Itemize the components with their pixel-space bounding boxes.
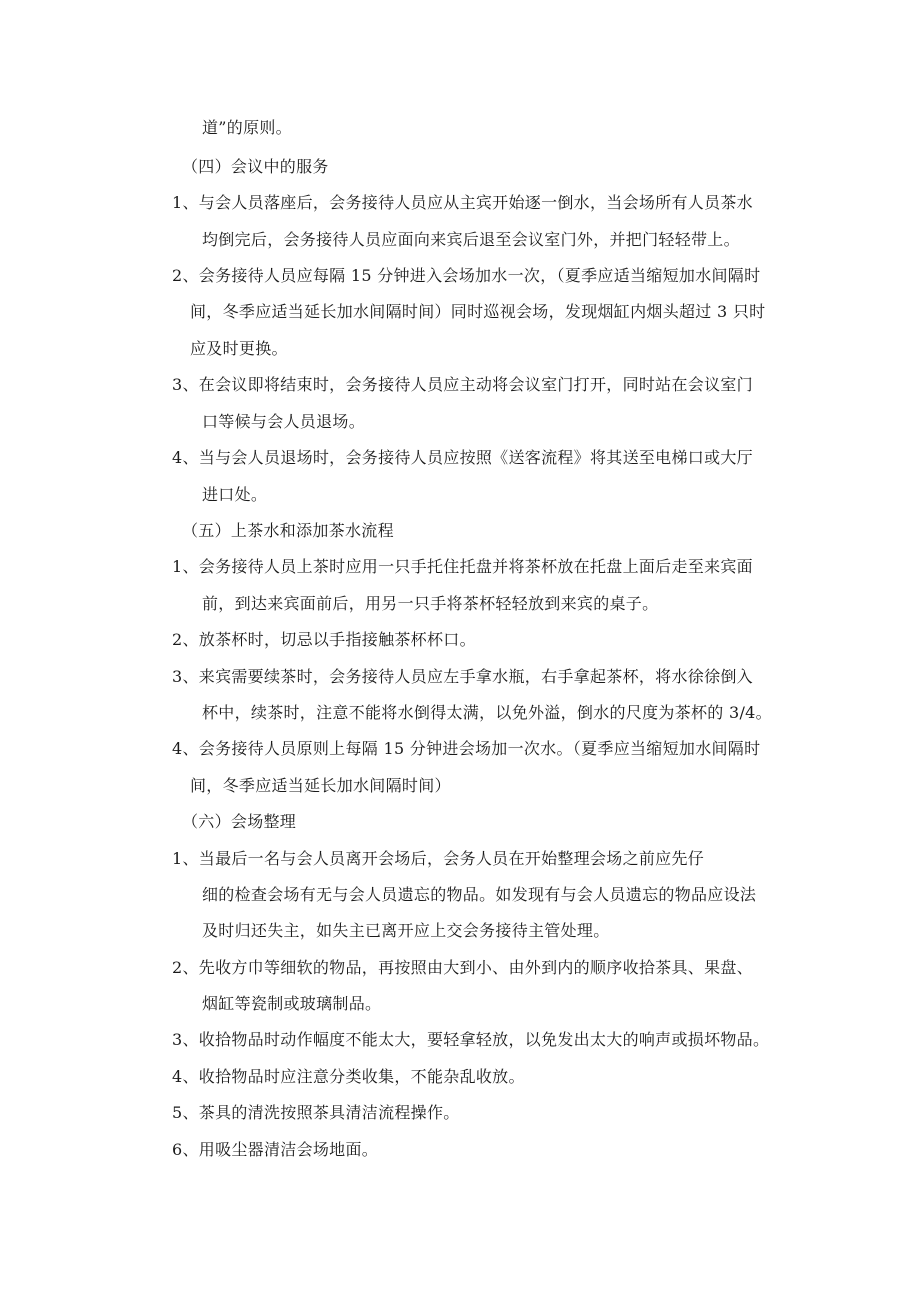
item-5-1-line-1: 1、会务接待人员上茶时应用一只手托住托盘并将茶杯放在托盘上面后走至来宾面 — [172, 557, 753, 576]
line-principle-end: 道”的原则。 — [202, 118, 292, 137]
item-4-2-line-3: 应及时更换。 — [190, 339, 288, 358]
item-5-1-line-2: 前，到达来宾面前后，用另一只手将茶杯轻轻放到来宾的桌子。 — [202, 594, 659, 613]
item-4-1-line-1: 1、与会人员落座后，会务接待人员应从主宾开始逐一倒水，当会场所有人员茶水 — [172, 193, 753, 212]
item-4-3-line-1: 3、在会议即将结束时，会务接待人员应主动将会议室门打开，同时站在会议室门 — [172, 375, 753, 394]
item-4-1-line-2: 均倒完后，会务接待人员应面向来宾后退至会议室门外，并把门轻轻带上。 — [202, 230, 740, 249]
item-6-1-line-3: 及时归还失主，如失主已离开应上交会务接待主管处理。 — [202, 921, 610, 940]
item-6-1-line-2: 细的检查会场有无与会人员遗忘的物品。如发现有与会人员遗忘的物品应设法 — [202, 885, 757, 904]
item-6-6: 6、用吸尘器清洁会场地面。 — [172, 1140, 379, 1159]
item-4-2-line-2: 间，冬季应适当延长加水间隔时间）同时巡视会场，发现烟缸内烟头超过 3 只时 — [190, 302, 766, 321]
item-6-5: 5、茶具的清洗按照茶具清洁流程操作。 — [172, 1103, 460, 1122]
item-6-2-line-2: 烟缸等瓷制或玻璃制品。 — [202, 994, 382, 1013]
item-4-2-line-1: 2、会务接待人员应每隔 15 分钟进入会场加水一次，（夏季应适当缩短加水间隔时 — [172, 266, 761, 285]
item-5-2: 2、放茶杯时，切忌以手指接触茶杯杯口。 — [172, 630, 476, 649]
item-4-3-line-2: 口等候与会人员退场。 — [202, 412, 366, 431]
item-5-4-line-1: 4、会务接待人员原则上每隔 15 分钟进会场加一次水。（夏季应当缩短加水间隔时 — [172, 739, 761, 758]
item-4-4-line-1: 4、当与会人员退场时，会务接待人员应按照《送客流程》将其送至电梯口或大厅 — [172, 448, 753, 467]
item-6-4: 4、收拾物品时应注意分类收集，不能杂乱收放。 — [172, 1067, 525, 1086]
item-6-3: 3、收拾物品时动作幅度不能太大，要轻拿轻放，以免发出太大的响声或损坏物品。 — [172, 1030, 770, 1049]
section-heading-6: （六）会场整理 — [182, 812, 297, 831]
item-5-4-line-2: 间，冬季应适当延长加水间隔时间） — [190, 776, 451, 795]
section-heading-5: （五）上茶水和添加茶水流程 — [182, 521, 394, 540]
item-4-4-line-2: 进口处。 — [202, 485, 268, 504]
item-5-3-line-2: 杯中，续茶时，注意不能将水倒得太满，以免外溢，倒水的尺度为茶杯的 3/4。 — [202, 703, 772, 722]
item-5-3-line-1: 3、来宾需要续茶时，会务接待人员应左手拿水瓶，右手拿起茶杯，将水徐徐倒入 — [172, 667, 753, 686]
section-heading-4: （四）会议中的服务 — [182, 157, 329, 176]
item-6-2-line-1: 2、先收方巾等细软的物品，再按照由大到小、由外到内的顺序收拾茶具、果盘、 — [172, 958, 753, 977]
item-6-1-line-1: 1、当最后一名与会人员离开会场后，会务人员在开始整理会场之前应先仔 — [172, 849, 705, 868]
